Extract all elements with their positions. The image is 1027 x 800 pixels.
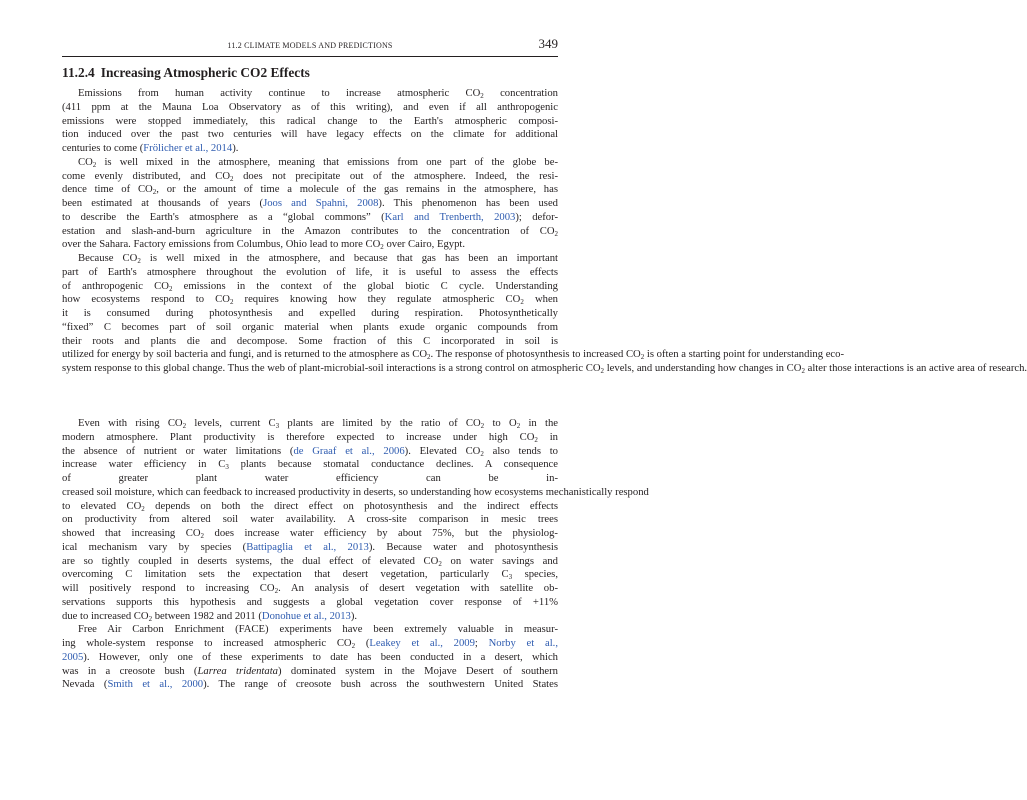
text-line (62, 390, 558, 404)
citation[interactable]: Karl and Trenberth, 2003 (384, 211, 516, 223)
page-number: 349 (538, 36, 558, 51)
text-line: part of Earth's atmosphere throughout the evolution of life, it is useful to assess the effects (62, 266, 558, 278)
text-line: “fixed” C becomes part of soil organic material when plants exude organic compounds from (62, 321, 558, 333)
text-line: overcoming C limitation sets the expectation that desert vegetation, particularly $C_3$ species, (62, 569, 558, 582)
citation[interactable]: Frölicher et al., 2014 (143, 143, 233, 154)
citation[interactable]: Donohue et al., 2013 (261, 610, 351, 622)
text-line: Even with rising $CO_2$ levels, current $C_3$ plants are limited by the ratio of $CO_2$ to $O_2$ in the (78, 418, 559, 430)
paragraph (62, 623, 558, 692)
text-line: Because $CO_2$ is well mixed in the atmosphere, and because that gas has been an important (78, 253, 558, 265)
text-line: are so tightly coupled in deserts systems, the dual effect of elevated $CO_2$ on water savings and (62, 555, 559, 568)
text-line: due to increased $CO_2$ between 1982 and 2011 (Donohue et al., 2013). (62, 610, 358, 623)
text-line: of anthropogenic $CO_2$ emissions in the context of the global biotic C cycle. Understanding (62, 280, 558, 293)
citation[interactable]: Joos and Spahni, 2008 (263, 198, 379, 209)
body-text (62, 87, 1027, 692)
paragraph (62, 252, 1027, 417)
section-heading (62, 65, 310, 81)
running-head: 11.2 CLIMATE MODELS AND PREDICTIONS (227, 41, 393, 50)
text-line: centuries to come (Frölicher et al., 2014). (62, 143, 239, 154)
text-line: increase water efficiency in $C_3$ plants because stomatal conductance declines. A consequence (62, 459, 558, 472)
paragraph (62, 417, 649, 623)
text-line: how ecosystems respond to $CO_2$ requires knowing how they regulate atmospheric $CO_2$ when (62, 294, 558, 307)
text-line: ical mechanism vary by species (Battipaglia et al., 2013). Because water and photosynthesis (62, 541, 558, 553)
text-line: dence time of $CO_2$, or the amount of time a molecule of the gas remains in the atmosphere, has (62, 184, 558, 197)
text-line: will positively respond to increasing $CO_2$. An analysis of desert vegetation with satellite ob- (62, 583, 558, 595)
text-line: system response to this global change. Thus the web of plant-microbial-soil interactions is a strong control on atmospheric $CO_2$ levels, and understanding how changes in $CO_2$ alter those interactions is an active area of research. (62, 363, 1027, 375)
text-line: (411 ppm at the Mauna Loa Observatory as of this writing), and even if all anthropogenic (62, 101, 558, 113)
paragraph (62, 156, 558, 252)
text-line: servations supports this hypothesis and suggests a global vegetation cover response of +11% (62, 596, 558, 608)
text-line: over the Sahara. Factory emissions from Columbus, Ohio lead to more $CO_2$ over Cairo, Egypt. (62, 239, 466, 252)
paragraph (62, 87, 558, 156)
text-line: it is consumed during photosynthesis and expelled during respiration. Photosynthetically (62, 308, 558, 319)
text-line: Emissions from human activity continue to increase atmospheric $CO_2$ concentration (78, 88, 558, 100)
text-line: come evenly distributed, and $CO_2$ does not precipitate out of the atmosphere. Indeed, the resi- (62, 170, 558, 183)
text-line: $CO_2$ is well mixed in the atmosphere, meaning that emissions from one part of the globe be- (78, 156, 558, 169)
text-line: of greater plant water efficiency can be in- (62, 473, 558, 484)
text-line: estation and slash-and-burn agriculture in the Amazon contributes to the concentration of $CO_2$ (62, 225, 558, 238)
text-line: tion induced over the past two centuries will have legacy effects on the climate for additional (62, 129, 558, 141)
text-line: was in a creosote bush (Larrea tridentata) dominated system in the Mojave Desert of southern (62, 665, 559, 677)
section-title: Increasing Atmospheric CO2 Effects (100, 65, 310, 80)
citation[interactable]: Leakey et al., 2009 (369, 638, 475, 649)
citation[interactable]: de Graaf et al., 2006 (293, 445, 405, 457)
text-line: the absence of nutrient or water limitations (de Graaf et al., 2006). Elevated $CO_2$ also tends to (62, 445, 558, 458)
text-line: emissions were stopped immediately, this radical change to the Earth's atmospheric composi- (62, 115, 558, 127)
text-line: on productivity from altered soil water availability. A cross-site comparison in mesic trees (62, 514, 558, 526)
text-line: 2005). However, only one of these experiments to date has been conducted in a desert, which (62, 651, 558, 663)
text-line: to describe the Earth's atmosphere as a “global commons” (Karl and Trenberth, 2003); defor- (62, 211, 558, 223)
text-line: their roots and plants die and decompose. Some fraction of this C incorporated in soil is (62, 335, 558, 347)
text-line: been estimated at thousands of years (Joos and Spahni, 2008). This phenomenon has been used (62, 198, 558, 209)
citation[interactable]: Battipaglia et al., 2013 (246, 541, 369, 553)
text-line: creased soil moisture, which can feedback to increased productivity in deserts, so understanding how ecosystems mechanistically respond (62, 486, 649, 498)
header-rule (62, 56, 558, 57)
top-band (0, 0, 647, 28)
text-line: Free Air Carbon Enrichment (FACE) experiments have been extremely valuable in measur- (78, 624, 558, 636)
citation[interactable]: 2005 (62, 651, 84, 663)
text-line (62, 403, 558, 417)
text-line: to elevated $CO_2$ depends on both the direct effect on photosynthesis and the indirect effects (62, 500, 558, 513)
text-line: utilized for energy by soil bacteria and fungi, and is returned to the atmosphere as $CO_2$. The response of photosynthesis to increased $CO_2$ is often a starting point for understanding eco- (62, 349, 845, 362)
section-number: 11.2.4 (62, 65, 95, 80)
text-line: modern atmosphere. Plant productivity is therefore expected to increase under high $CO_2$ in (62, 431, 558, 444)
text-line (62, 376, 558, 390)
text-line: Nevada (Smith et al., 2000). The range of creosote bush across the southwestern United States (62, 679, 558, 691)
page-header (62, 36, 558, 55)
text-line: showed that increasing $CO_2$ does increase water efficiency by about 75%, but the physiolog- (62, 528, 558, 540)
text-line: ing whole-system response to increased atmospheric $CO_2$ (Leakey et al., 2009; Norby et al., (62, 638, 558, 650)
citation[interactable]: Smith et al., 2000 (107, 679, 204, 691)
citation[interactable]: Norby et al., (488, 638, 558, 649)
